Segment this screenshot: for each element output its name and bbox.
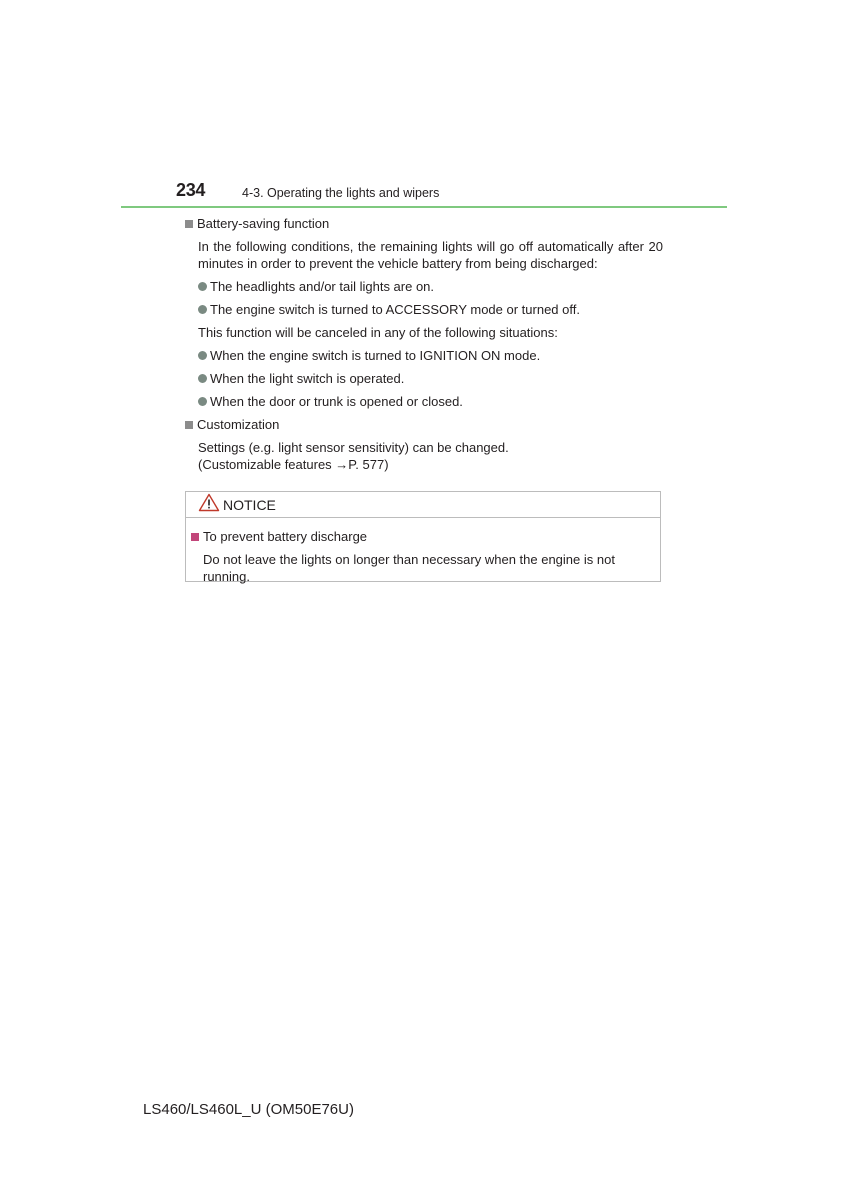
notice-subheading <box>191 528 660 545</box>
notice-subheading-text: To prevent battery discharge <box>203 529 368 544</box>
list-item <box>198 301 663 318</box>
notice-box <box>185 491 661 582</box>
circle-bullet-icon <box>198 397 207 406</box>
circle-bullet-icon <box>198 305 207 314</box>
cancel-intro: This function will be canceled in any of the following situations: <box>198 325 558 340</box>
customization-line2: (Customizable features →P. 577) <box>198 457 389 472</box>
square-bullet-icon <box>185 220 193 228</box>
customization-heading-text: Customization <box>197 417 280 432</box>
list-item-text: The headlights and/or tail lights are on. <box>210 279 435 294</box>
customization-heading <box>185 416 663 433</box>
list-item-text: When the door or trunk is opened or closed. <box>210 394 463 409</box>
section-title: 4-3. Operating the lights and wipers <box>242 186 440 200</box>
battery-saving-heading-text: Battery-saving function <box>197 216 330 231</box>
notice-header <box>186 492 660 518</box>
list-item-text: When the light switch is operated. <box>210 371 405 386</box>
battery-saving-heading <box>185 215 663 232</box>
list-item-text: When the engine switch is turned to IGNITION ON mode. <box>210 348 541 363</box>
list-item <box>198 278 663 295</box>
notice-title: NOTICE <box>223 496 276 513</box>
circle-bullet-icon <box>198 374 207 383</box>
square-bullet-icon <box>191 533 199 541</box>
list-item-text: The engine switch is turned to ACCESSORY mode or turned off. <box>210 302 580 317</box>
customization-line1: Settings (e.g. light sensor sensitivity) can be changed. <box>198 440 509 455</box>
circle-bullet-icon <box>198 282 207 291</box>
square-bullet-icon <box>185 421 193 429</box>
warning-triangle-icon <box>198 493 220 517</box>
header-rule <box>121 206 727 208</box>
list-item <box>198 370 663 387</box>
footer-model: LS460/LS460L_U (OM50E76U) <box>143 1101 354 1118</box>
notice-text: Do not leave the lights on longer than necessary when the engine is not running. <box>203 552 615 584</box>
battery-saving-intro: In the following conditions, the remaining lights will go off automatically after 20 minutes in order to prevent the vehicle battery from being discharged: <box>198 239 663 271</box>
list-item <box>198 347 663 364</box>
main-content <box>185 214 663 473</box>
page-number: 234 <box>176 180 206 200</box>
circle-bullet-icon <box>198 351 207 360</box>
notice-body <box>186 518 660 585</box>
list-item <box>198 393 663 410</box>
